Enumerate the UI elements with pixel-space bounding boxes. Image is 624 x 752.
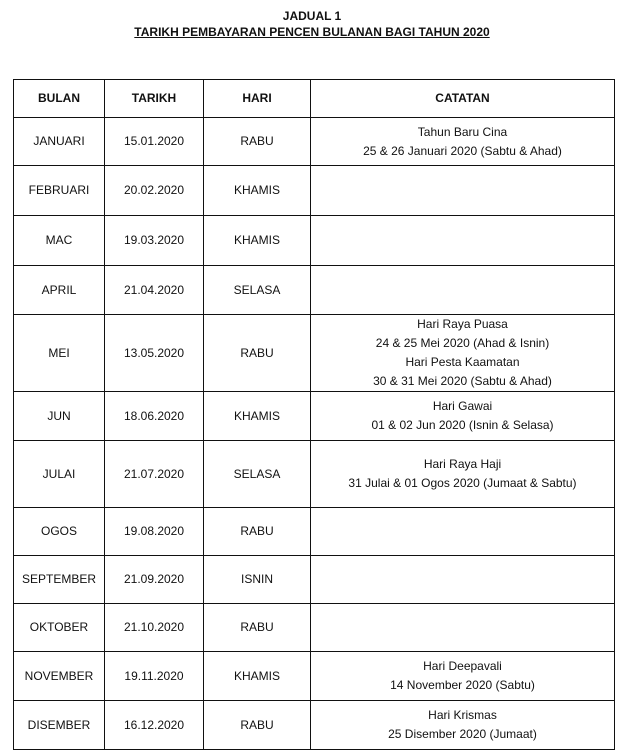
column-header-catatan: CATATAN	[311, 80, 615, 118]
catatan-line: 30 & 31 Mei 2020 (Sabtu & Ahad)	[373, 374, 552, 388]
cell-bulan: JUN	[14, 392, 105, 441]
cell-tarikh: 18.06.2020	[105, 392, 204, 441]
cell-hari: KHAMIS	[204, 652, 311, 701]
cell-tarikh: 21.04.2020	[105, 266, 204, 315]
cell-tarikh: 19.08.2020	[105, 508, 204, 556]
table-row	[14, 216, 615, 266]
cell-hari: RABU	[204, 701, 311, 750]
cell-bulan: JULAI	[14, 441, 105, 508]
cell-catatan	[311, 508, 615, 556]
cell-tarikh: 13.05.2020	[105, 315, 204, 392]
cell-catatan	[311, 441, 615, 508]
cell-hari: RABU	[204, 118, 311, 166]
column-header-tarikh: TARIKH	[105, 80, 204, 118]
cell-tarikh: 16.12.2020	[105, 701, 204, 750]
cell-bulan: OKTOBER	[14, 604, 105, 652]
cell-tarikh: 19.03.2020	[105, 216, 204, 266]
cell-hari: SELASA	[204, 266, 311, 315]
cell-catatan	[311, 652, 615, 701]
title-block	[0, 0, 624, 40]
cell-tarikh: 19.11.2020	[105, 652, 204, 701]
cell-bulan: FEBRUARI	[14, 166, 105, 216]
cell-hari: RABU	[204, 315, 311, 392]
catatan-line: 31 Julai & 01 Ogos 2020 (Jumaat & Sabtu)	[348, 476, 577, 490]
cell-catatan	[311, 216, 615, 266]
table-row	[14, 315, 615, 392]
cell-bulan: DISEMBER	[14, 701, 105, 750]
cell-hari: ISNIN	[204, 556, 311, 604]
table-row	[14, 166, 615, 216]
catatan-line: 25 Disember 2020 (Jumaat)	[388, 727, 537, 741]
cell-catatan	[311, 604, 615, 652]
cell-tarikh: 21.07.2020	[105, 441, 204, 508]
cell-bulan: MEI	[14, 315, 105, 392]
cell-catatan	[311, 118, 615, 166]
cell-catatan	[311, 315, 615, 392]
cell-hari: SELASA	[204, 441, 311, 508]
cell-bulan: MAC	[14, 216, 105, 266]
table-row	[14, 441, 615, 508]
cell-bulan: APRIL	[14, 266, 105, 315]
catatan-line: 14 November 2020 (Sabtu)	[390, 678, 535, 692]
cell-bulan: SEPTEMBER	[14, 556, 105, 604]
catatan-line: 24 & 25 Mei 2020 (Ahad & Isnin)	[375, 336, 550, 350]
table-row	[14, 266, 615, 315]
cell-tarikh: 15.01.2020	[105, 118, 204, 166]
cell-hari: RABU	[204, 604, 311, 652]
table-row	[14, 392, 615, 441]
cell-tarikh: 21.10.2020	[105, 604, 204, 652]
cell-catatan	[311, 701, 615, 750]
cell-hari: KHAMIS	[204, 166, 311, 216]
column-header-hari: HARI	[204, 80, 311, 118]
table-row	[14, 604, 615, 652]
catatan-line: Tahun Baru Cina	[417, 124, 508, 139]
table-row	[14, 556, 615, 604]
catatan-line: Hari Krismas	[428, 708, 497, 722]
cell-hari: KHAMIS	[204, 216, 311, 266]
cell-catatan	[311, 266, 615, 315]
table-row	[14, 701, 615, 750]
cell-bulan: NOVEMBER	[14, 652, 105, 701]
catatan-line: Hari Raya Haji	[423, 457, 502, 471]
cell-catatan	[311, 166, 615, 216]
column-header-bulan: BULAN	[14, 80, 105, 118]
page-subtitle: TARIKH PEMBAYARAN PENCEN BULANAN BAGI TAHUN 2020	[134, 25, 490, 39]
catatan-line: Hari Raya Puasa	[417, 317, 508, 331]
table-body	[14, 118, 615, 750]
cell-hari: KHAMIS	[204, 392, 311, 441]
catatan-line: 25 & 26 Januari 2020 (Sabtu & Ahad)	[363, 143, 562, 158]
cell-tarikh: 20.02.2020	[105, 166, 204, 216]
table-row	[14, 508, 615, 556]
cell-catatan	[311, 556, 615, 604]
cell-hari: RABU	[204, 508, 311, 556]
cell-bulan: OGOS	[14, 508, 105, 556]
table-header-row	[14, 80, 615, 118]
payment-schedule-table	[13, 79, 615, 750]
catatan-line: Hari Gawai	[432, 399, 493, 413]
table-row	[14, 118, 615, 166]
cell-tarikh: 21.09.2020	[105, 556, 204, 604]
table-row	[14, 652, 615, 701]
cell-bulan: JANUARI	[14, 118, 105, 166]
cell-catatan	[311, 392, 615, 441]
catatan-line: Hari Deepavali	[423, 659, 502, 673]
page-title: JADUAL 1	[282, 9, 342, 23]
catatan-line: 01 & 02 Jun 2020 (Isnin & Selasa)	[371, 418, 554, 432]
catatan-line: Hari Pesta Kaamatan	[405, 355, 520, 369]
